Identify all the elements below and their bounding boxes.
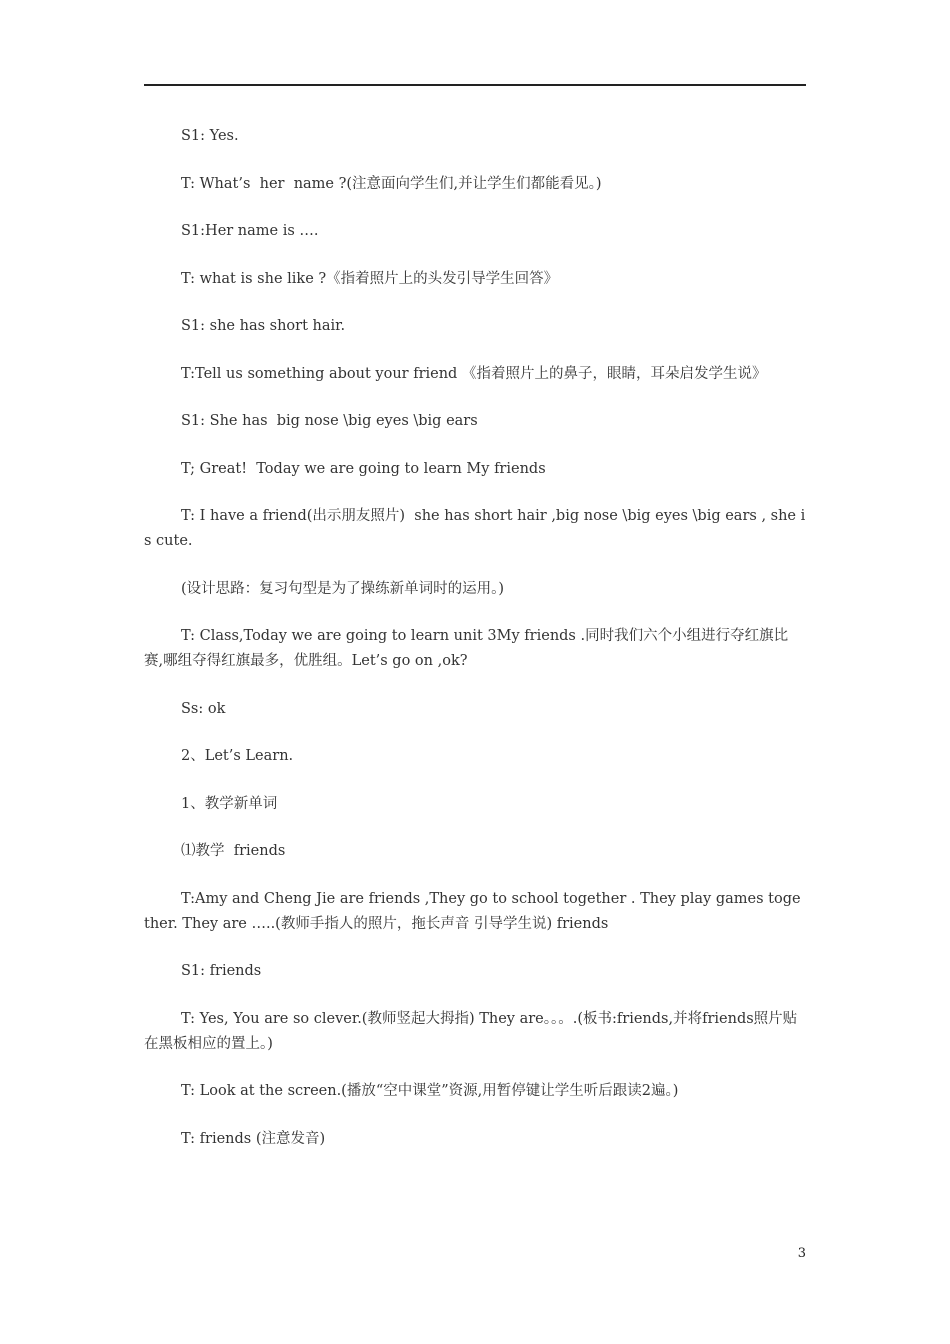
paragraph: 2、Let’s Learn. (181, 748, 294, 764)
paragraph: T: Class,Today we are going to learn unit 3My friends .同时我们六个小组进行夺红旗比赛,哪组夺得红旗最多，优胜组。Let’s go on ,ok? (144, 628, 789, 669)
page-number: 3 (797, 1246, 806, 1261)
paragraph: T: what is she like ?《指着照片上的头发引导学生回答》 (181, 270, 559, 287)
paragraph: S1: friends (181, 963, 262, 979)
header-rule (144, 84, 806, 86)
paragraph: S1: She has big nose \big eyes \big ears (181, 413, 478, 429)
paragraph: 1、教学新单词 (181, 795, 278, 812)
paragraph: T:Amy and Cheng Jie are friends ,They go to school together . They play games together. They are …..(教师手指人的照片，拖长声音 引导学生说) friends (144, 890, 801, 932)
paragraph: (设计思路：复习句型是为了操练新单词时的运用。) (181, 580, 505, 597)
paragraph: ⑴教学 friends (181, 843, 286, 859)
paragraph: S1:Her name is …. (181, 223, 319, 239)
paragraph: T: friends (注意发音) (181, 1130, 326, 1147)
paragraph: T: Yes, You are so clever.(教师竖起大拇指) They are。。。.(板书:friends,并将friends照片贴在黑板相应的置上。) (144, 1010, 798, 1052)
paragraph: T:Tell us something about your friend 《指着照片上的鼻子，眼睛，耳朵启发学生说》 (181, 365, 767, 382)
paragraph: T: Look at the screen.(播放“空中课堂”资源,用暂停键让学生听后跟读2遍。) (181, 1083, 679, 1099)
paragraph: T: I have a friend(出示朋友照片) she has short hair ,big nose \big eyes \big ears , she is cute. (144, 508, 806, 549)
paragraph: Ss: ok (181, 700, 226, 717)
document-body (144, 124, 806, 1174)
paragraph: T: What’s her name ?(注意面向学生们,并让学生们都能看见。) (181, 175, 602, 192)
paragraph: T; Great! Today we are going to learn My friends (181, 460, 546, 477)
paragraph: S1: she has short hair. (181, 318, 346, 334)
paragraph: S1: Yes. (181, 128, 239, 144)
